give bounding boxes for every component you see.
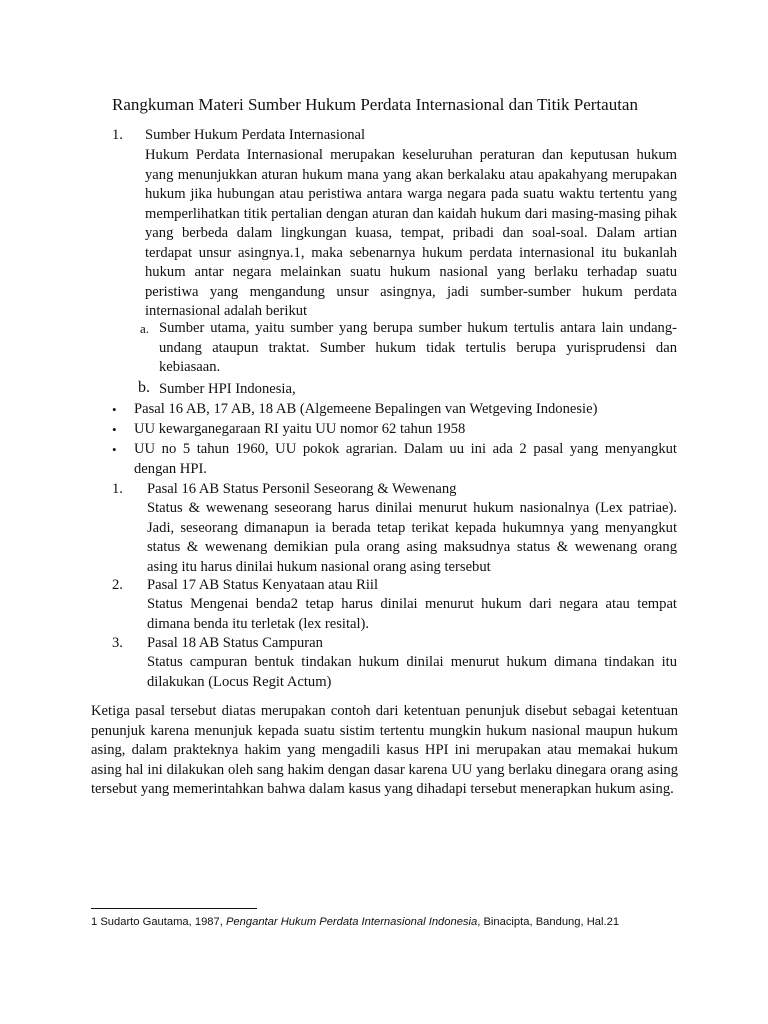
section-heading: Sumber Hukum Perdata Internasional <box>145 127 366 143</box>
closing-paragraph: Ketiga pasal tersebut diatas merupakan contoh dari ketentuan penunjuk disebut sebagai ketentuan penunjuk karena menunjuk kepada suatu sistim tertentu mungkin hukum nasional maupun hukum asing, dalam prakteknya hakim yang mengadili kasus HPI ini merupakan atau memakai hukum asing hal ini dilakukan oleh sang hakim dengan dasar karena UU yang berlaku dinegara orang asing tersebut yang memerintahkan bahwa dalam kasus yang dihadapi tersebut menerapkan hukum asing. <box>91 703 678 797</box>
bullet-symbol: • <box>112 402 117 417</box>
pasal-body: Status campuran bentuk tindakan hukum dinilai menurut hukum dimana tindakan itu dilakukan (Locus Regit Actum) <box>147 654 677 690</box>
bullet-symbol: • <box>112 422 117 437</box>
pasal-body: Status & wewenang seseorang harus dinilai menurut hukum nasionalnya (Lex patriae). Jadi, seseorang dimanapun ia berada tetap terikat kepada hukumnya yang menyangkut status & wewenang demikian pula orang asing maksudnya status & wewenang orang asing itu harus dinilai hukum nasional orang asing tersebut <box>147 500 677 575</box>
bullet-item: UU no 5 tahun 1960, UU pokok agrarian. Dalam uu ini ada 2 pasal yang menyangkut dengan HPI. <box>134 441 677 477</box>
footnote-prefix: 1 Sudarto Gautama, 1987, <box>91 916 226 928</box>
sub-b-marker: b. <box>138 379 150 396</box>
pasal-number: 2. <box>112 577 123 593</box>
footnote-rule <box>91 908 257 909</box>
section-number: 1. <box>112 127 123 143</box>
pasal-body: Status Mengenai benda2 tetap harus dinilai menurut hukum dari negara atau tempat dimana benda itu terletak (lex resital). <box>147 596 677 632</box>
bullet-symbol: • <box>112 442 117 457</box>
page-title: Rangkuman Materi Sumber Hukum Perdata Internasional dan Titik Pertautan <box>112 95 638 114</box>
section-paragraph: Hukum Perdata Internasional merupakan keseluruhan peraturan dan keputusan hukum yang menunjukkan aturan hukum mana yang akan berkalaku atau apakahyang merupakan hukum jika hubungan atau peristiwa antara warga negara pada suatu waktu tertentu yang memperlihatkan titik pertalian dengan aturan dan kaidah hukum dari masing-masing pihak yang berbeda dalam lingkungan kuasa, tempat, pribadi dan soal-soal. Dalam artian terdapat unsur asingnya.1, maka sebenarnya hukum perdata internasional itu bukanlah hukum antar negara melainkan suatu hukum nasional yang berlaku terhadap suatu peristiwa yang mengandung unsur asingnya, jadi sumber-sumber hukum perdata internasional adalah berikut <box>145 147 677 319</box>
footnote-book-title: Pengantar Hukum Perdata Internasional Indonesia <box>225 916 478 928</box>
pasal-number: 3. <box>112 635 123 651</box>
pasal-heading: Pasal 18 AB Status Campuran <box>147 635 323 651</box>
bullet-item: Pasal 16 AB, 17 AB, 18 AB (Algemeene Bepalingen van Wetgeving Indonesie) <box>134 401 598 417</box>
sub-a-text: Sumber utama, yaitu sumber yang berupa sumber hukum tertulis antara lain undang-undang ataupun traktat. Sumber hukum tidak tertulis berupa yurisprudensi dan kebiasaan. <box>159 320 677 375</box>
bullet-item: UU kewarganegaraan RI yaitu UU nomor 62 tahun 1958 <box>134 421 466 437</box>
pasal-heading: Pasal 17 AB Status Kenyataan atau Riil <box>147 577 379 593</box>
footnote <box>91 915 619 930</box>
sub-a-marker: a. <box>140 321 150 336</box>
sub-b-text: Sumber HPI Indonesia, <box>159 381 296 397</box>
pasal-number: 1. <box>112 481 123 497</box>
pasal-heading: Pasal 16 AB Status Personil Seseorang & Wewenang <box>147 481 457 497</box>
footnote-suffix: , Binacipta, Bandung, Hal.21 <box>477 916 620 928</box>
